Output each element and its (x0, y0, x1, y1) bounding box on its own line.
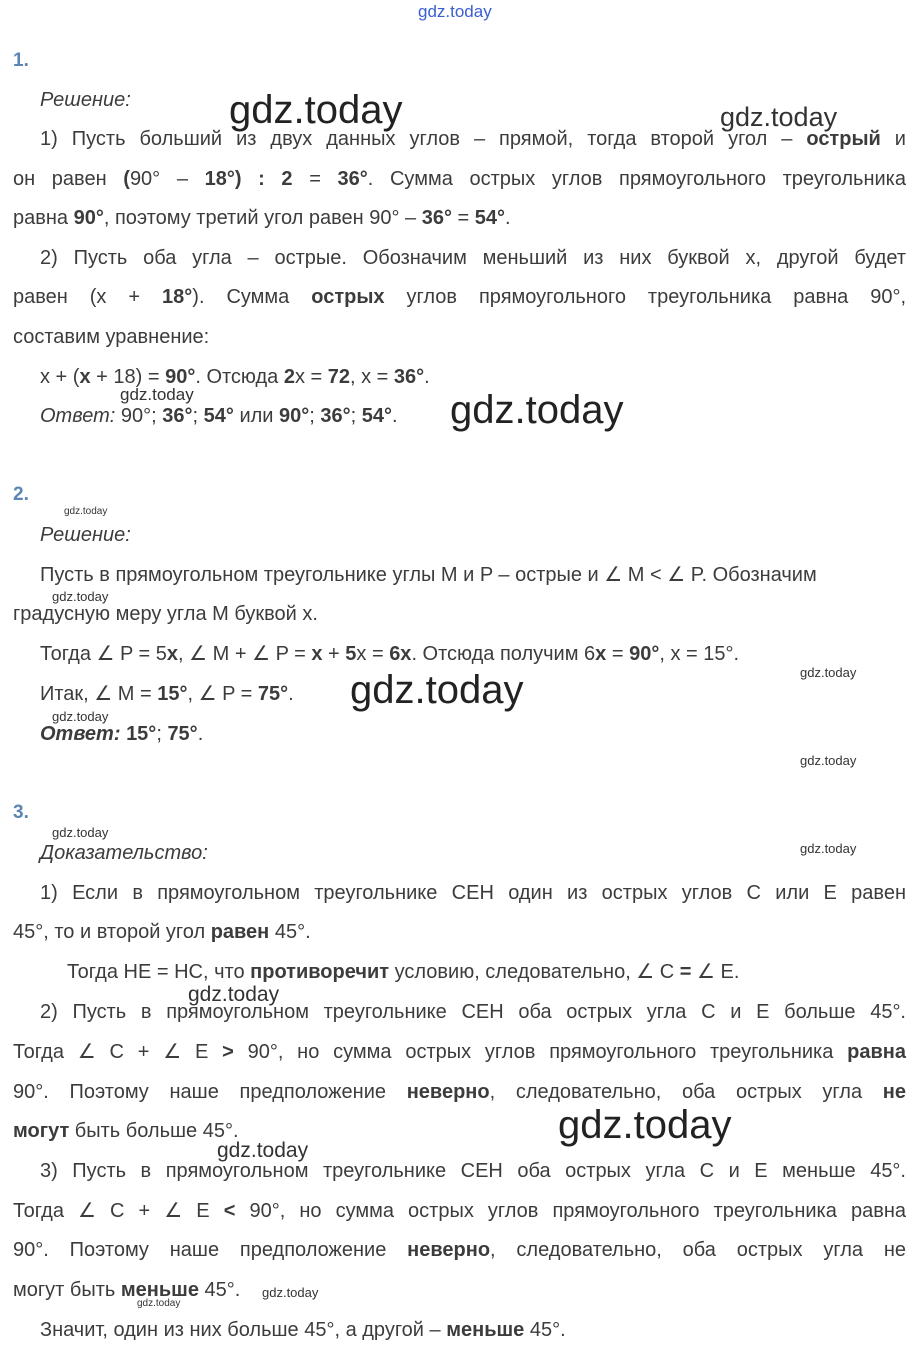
text-line (13, 285, 906, 309)
text-segment: 15° (157, 683, 188, 705)
text-segment: , x = 15°. (659, 643, 740, 665)
text-segment: = (606, 643, 630, 665)
text-segment: могут быть (13, 1279, 121, 1301)
text-segment: 90°. Поэтому наше предположение (13, 1081, 407, 1103)
text-segment: ∠ E. (691, 961, 740, 983)
text-segment: , x = (350, 366, 394, 388)
text-segment: 5 (345, 643, 357, 665)
text-segment: ; (309, 405, 321, 427)
text-segment: . Отсюда (195, 366, 284, 388)
text-segment: . (505, 207, 511, 229)
text-segment: 90° (629, 643, 660, 665)
text-segment: . (197, 723, 204, 745)
text-segment: x (79, 366, 91, 388)
text-segment: или (233, 405, 280, 427)
text-segment: x (595, 643, 607, 665)
watermark: gdz.today (52, 709, 109, 724)
watermark: gdz.today (188, 983, 280, 1006)
watermark: gdz.today (450, 388, 624, 432)
text-segment: ; (350, 405, 362, 427)
watermark: gdz.today (52, 825, 109, 840)
text-line: градусную меру угла M буквой x. (13, 603, 318, 625)
text-segment: 90° – (129, 168, 205, 190)
text-line (13, 920, 311, 944)
text-segment: 75° (257, 683, 289, 705)
text-segment: ; (192, 405, 204, 427)
text-segment: 36° (393, 366, 425, 388)
text-segment: = (292, 168, 338, 190)
equation-line (40, 365, 430, 389)
text-segment: 2 (283, 366, 295, 388)
text-segment: x (311, 643, 323, 665)
text-segment: + 18) = (90, 366, 166, 388)
text-segment: Тогда ∠ C + ∠ E (13, 1041, 223, 1063)
text-segment: 1) Пусть больший из двух данных углов – прямой, тогда второй угол – (40, 128, 807, 150)
text-segment: 36° (162, 405, 193, 427)
text-segment: 45°, то и второй угол (13, 921, 211, 943)
answer-label: Ответ: (40, 405, 116, 427)
text-segment: 54° (361, 405, 393, 427)
text-line: составим уравнение: (13, 326, 210, 348)
text-segment: < (223, 1200, 236, 1222)
text-segment: 90° (73, 207, 104, 229)
text-segment: равен (x + (13, 286, 163, 308)
text-segment: равна (847, 1041, 906, 1063)
watermark: gdz.today (262, 1285, 319, 1300)
text-segment: меньше (120, 1279, 199, 1301)
text-segment: = (679, 961, 692, 983)
watermark: gdz.today (52, 589, 109, 604)
task-number: 3. (13, 802, 29, 823)
text-line: 3) Пусть в прямоугольном треугольнике CEH оба острых угла C и E меньше 45°. (40, 1160, 906, 1182)
text-line (13, 167, 906, 191)
task-number: 1. (13, 50, 29, 71)
text-segment: = (451, 207, 475, 229)
text-line: 1) Если в прямоугольном треугольнике CEH один из острых углов C или E равен (40, 882, 906, 904)
watermark: gdz.today (800, 841, 857, 856)
text-segment: Итак, ∠ M = (40, 683, 158, 705)
text-line: Пусть в прямоугольном треугольнике углы M и P – острые и ∠ M < ∠ P. Обозначим (40, 564, 817, 586)
watermark: gdz.today (217, 1139, 309, 1162)
text-segment: ). Сумма (192, 286, 312, 308)
text-segment: , следовательно, оба острых угла (489, 1081, 883, 1103)
text-line (67, 960, 739, 984)
text-segment: не (882, 1081, 906, 1103)
text-segment: 45°. (198, 1279, 241, 1301)
text-line (13, 1040, 906, 1064)
text-segment: углов прямоугольного треугольника равна 90°, (384, 286, 907, 308)
text-segment: Значит, один из них больше 45°, а другой – (40, 1319, 447, 1341)
text-segment: ; (156, 723, 168, 745)
watermark: gdz.today (800, 753, 857, 768)
text-segment: . Отсюда получим 6 (411, 643, 596, 665)
text-line (13, 1278, 240, 1302)
answer-line (40, 722, 203, 746)
text-segment: x = (356, 643, 390, 665)
answer-text (121, 723, 204, 745)
text-segment: 18° (162, 286, 193, 308)
text-segment: 90°; (115, 405, 163, 427)
watermark: gdz.today (64, 506, 108, 517)
text-segment: Тогда HE = HC, что (67, 961, 251, 983)
text-segment: 54° (474, 207, 505, 229)
text-segment: Тогда ∠ P = 5 (40, 643, 167, 665)
answer-text (115, 405, 397, 427)
text-segment: 90°, но сумма острых углов прямоугольного треугольника равна (235, 1200, 906, 1222)
watermark: gdz.today (720, 102, 838, 132)
watermark: gdz.today (558, 1103, 732, 1147)
text-segment: равен (210, 921, 270, 943)
text-line (13, 1119, 239, 1143)
text-segment: 75° (167, 723, 198, 745)
text-segment: 18°) : 2 (204, 168, 293, 190)
text-segment: x + ( (40, 366, 80, 388)
text-segment: 36° (320, 405, 351, 427)
text-segment: , поэтому третий угол равен 90° – (103, 207, 422, 229)
text-segment: неверно (406, 1081, 490, 1103)
text-segment: , ∠ P = (187, 683, 258, 705)
text-line (13, 206, 906, 230)
text-segment: x = (294, 366, 328, 388)
text-segment: + (322, 643, 346, 665)
text-segment: быть больше 45°. (69, 1120, 239, 1142)
watermark: gdz.today (120, 385, 194, 404)
text-line (13, 1199, 906, 1223)
watermark-top: gdz.today (418, 2, 492, 21)
text-segment: 54° (203, 405, 234, 427)
text-segment: . Сумма острых углов прямоугольного треугольника (367, 168, 906, 190)
text-line (40, 1318, 566, 1342)
text-segment: 36° (337, 168, 368, 190)
text-segment: 45°. (269, 921, 311, 943)
text-segment: 45°. (524, 1319, 566, 1341)
text-segment: 15° (126, 723, 157, 745)
watermark: gdz.today (800, 665, 857, 680)
text-segment: меньше (446, 1319, 525, 1341)
text-segment: 6x (389, 643, 412, 665)
text-line (40, 642, 739, 666)
solution-label: Решение: (40, 89, 131, 111)
text-line (13, 127, 906, 151)
text-segment: > (222, 1041, 234, 1063)
text-segment: 90°, но сумма острых углов прямоугольного треугольника (233, 1041, 848, 1063)
text-line (13, 1080, 906, 1104)
text-segment: острый (806, 128, 881, 150)
answer-line (40, 404, 398, 428)
text-segment: ( (123, 168, 130, 190)
solution-label: Решение: (40, 524, 131, 546)
text-line (13, 1238, 906, 1262)
proof-label: Доказательство: (40, 842, 208, 864)
text-segment: . (424, 366, 430, 388)
answer-label: Ответ: (40, 723, 121, 745)
text-segment: неверно (407, 1239, 491, 1261)
watermark: gdz.today (229, 88, 403, 132)
text-segment: 90° (279, 405, 310, 427)
text-segment: Тогда ∠ C + ∠ E (13, 1200, 224, 1222)
text-segment: равна (13, 207, 74, 229)
text-segment: , ∠ M + ∠ P = (178, 643, 312, 665)
text-segment: условию, следовательно, ∠ C (389, 961, 680, 983)
text-line: 2) Пусть в прямоугольном треугольнике CEH оба острых угла C и E больше 45°. (40, 1001, 906, 1023)
text-line: 2) Пусть оба угла – острые. Обозначим меньший из них буквой x, другой будет (40, 247, 906, 269)
text-segment: он равен (13, 168, 124, 190)
watermark: gdz.today (137, 1298, 181, 1309)
text-segment: острых (311, 286, 385, 308)
text-segment: 36° (421, 207, 452, 229)
watermark: gdz.today (350, 668, 524, 712)
text-segment: и (880, 128, 906, 150)
text-segment: 72 (327, 366, 351, 388)
text-line (40, 682, 294, 706)
text-segment: противоречит (250, 961, 390, 983)
text-segment: x (166, 643, 179, 665)
text-segment: 90°. Поэтому наше предположение (13, 1239, 408, 1261)
task-number: 2. (13, 484, 29, 505)
text-segment: могут (13, 1120, 70, 1142)
text-segment: . (392, 405, 398, 427)
text-segment: , следовательно, оба острых угла не (490, 1239, 906, 1261)
text-segment: 90° (165, 366, 196, 388)
text-segment: . (288, 683, 294, 705)
